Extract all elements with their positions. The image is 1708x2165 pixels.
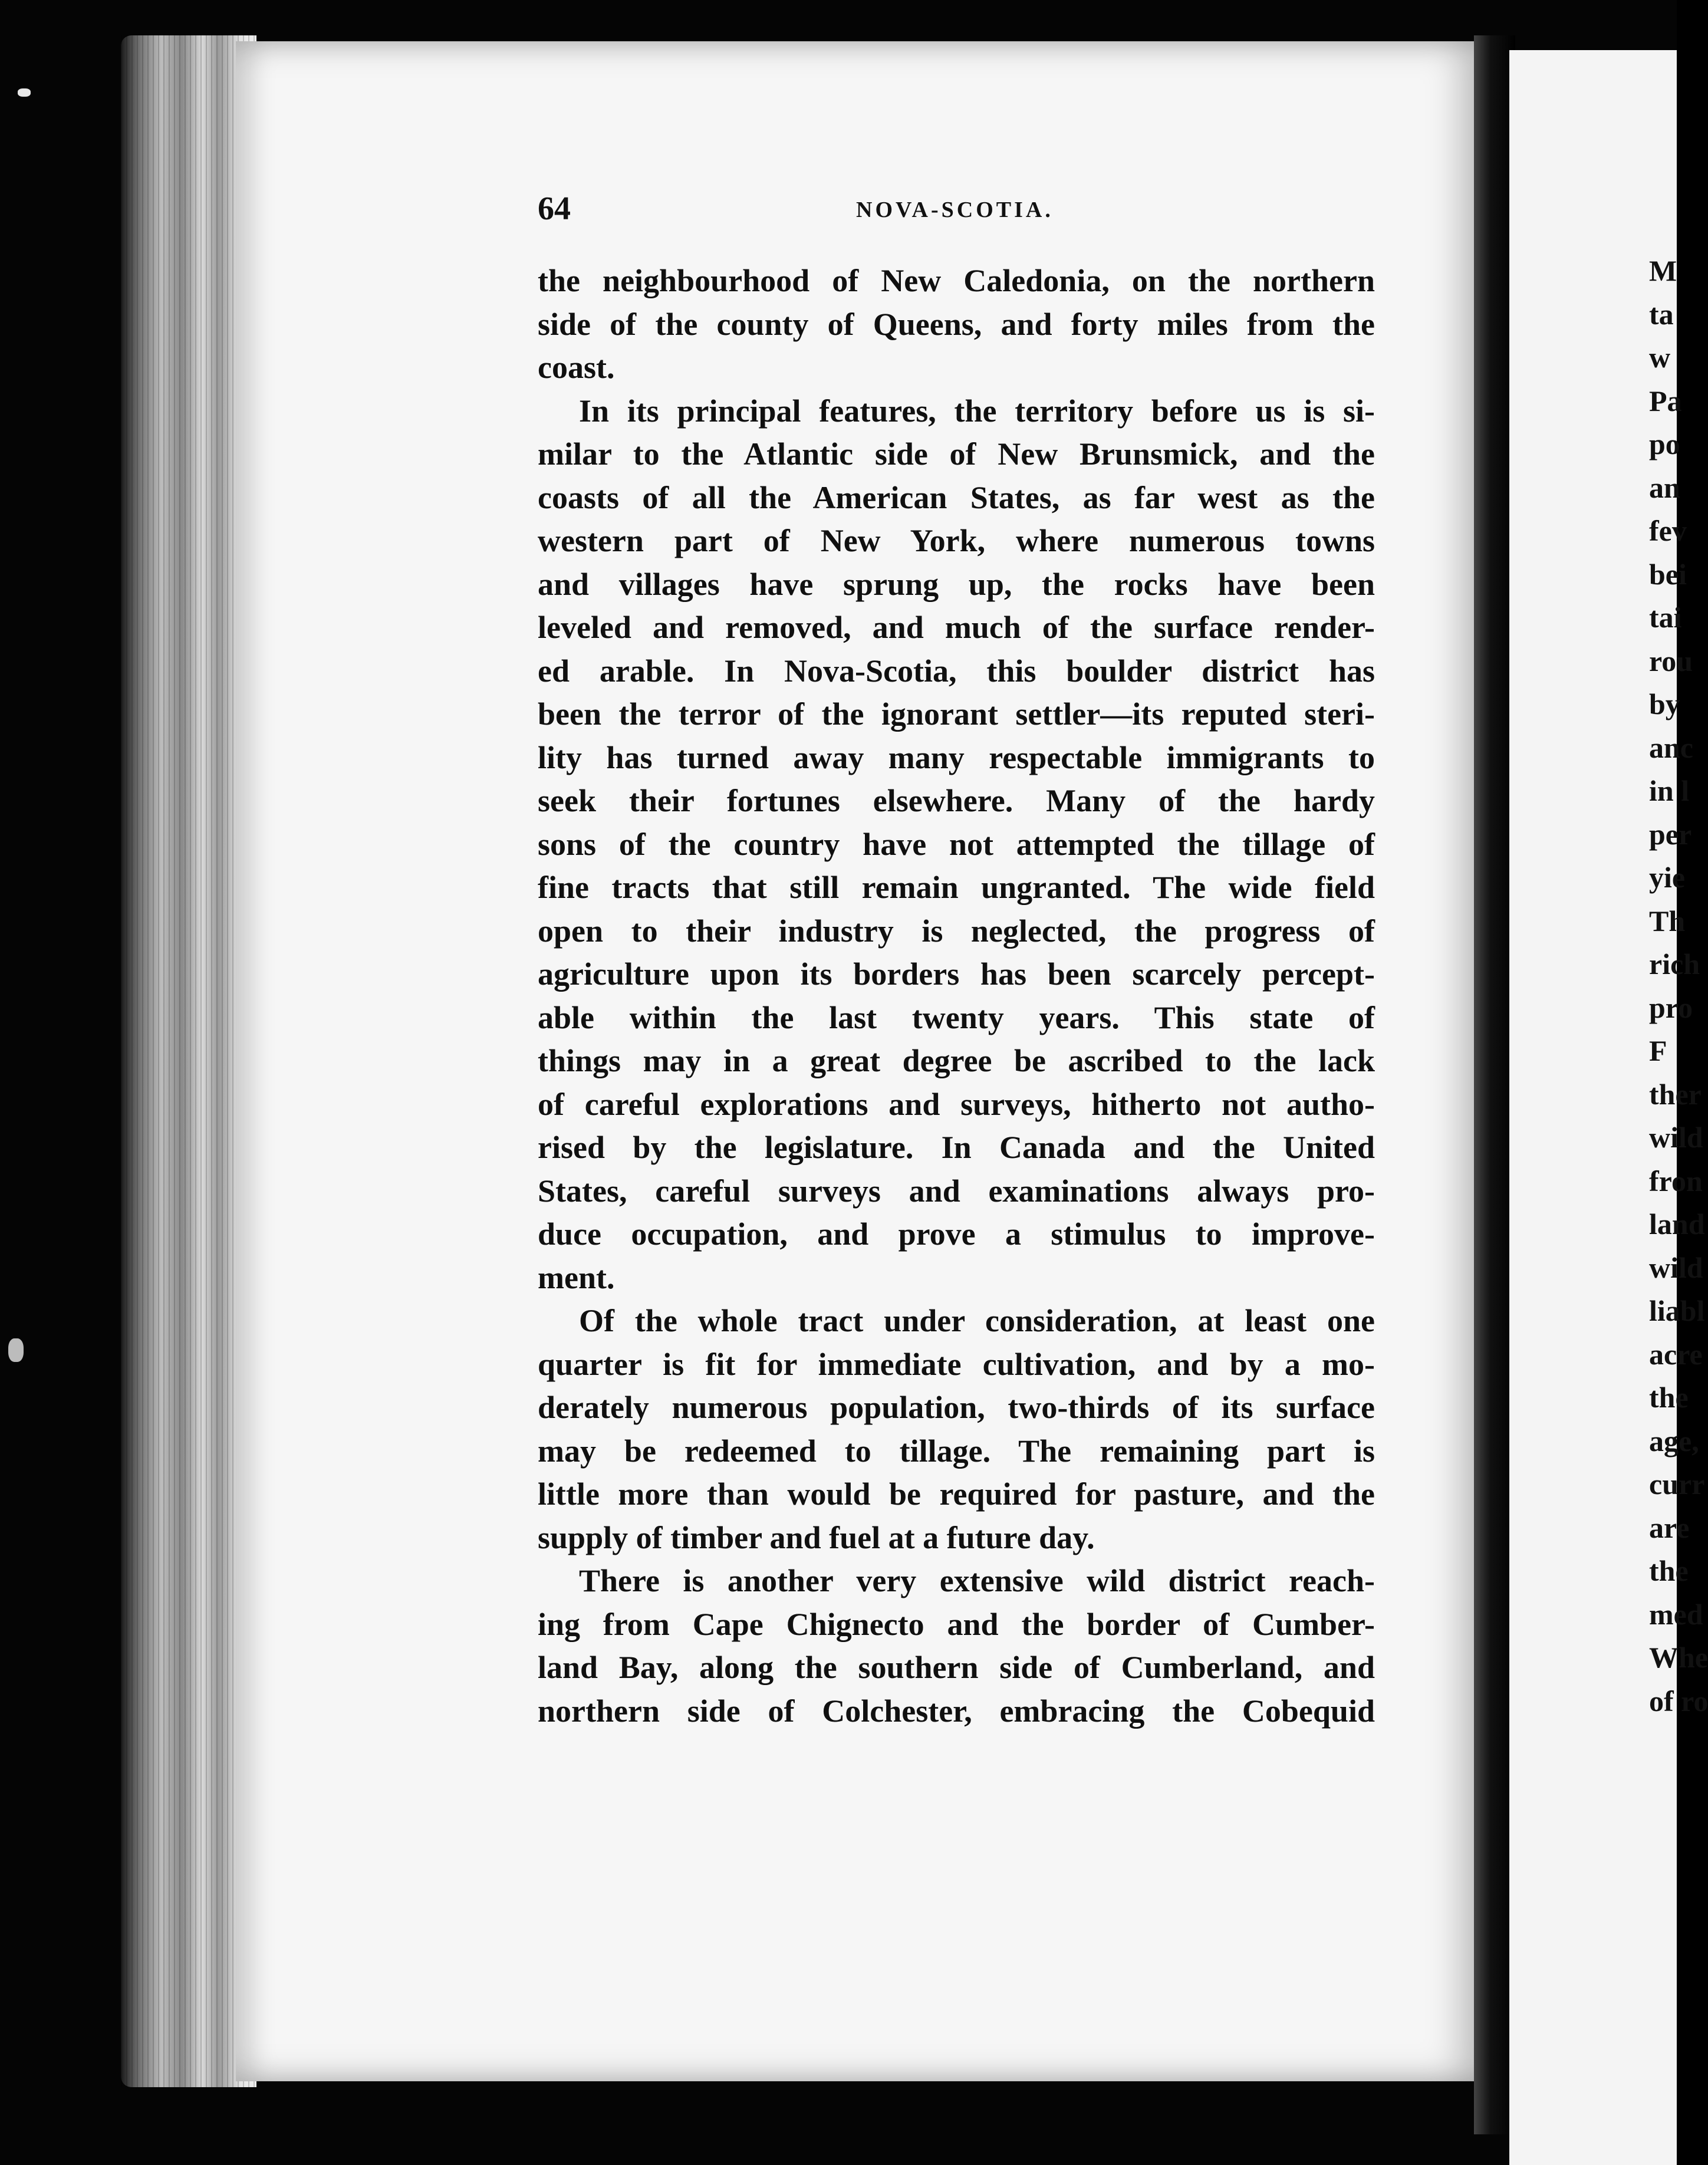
right-page-fragment: wild (1649, 1251, 1703, 1284)
right-page-fragment: Pa (1649, 384, 1682, 417)
text-line: may be redeemed to tillage. The remaining part is (538, 1433, 1375, 1469)
right-page-fragment: po (1649, 427, 1680, 460)
right-page-fragment: acre (1649, 1337, 1703, 1371)
text-line: coasts of all the American States, as far west as the (538, 479, 1375, 515)
right-page-fragment: tai (1649, 601, 1682, 634)
page-number: 64 (538, 190, 571, 227)
right-page-fragment: F (1649, 1034, 1667, 1067)
right-page-fragment: curr (1649, 1468, 1705, 1501)
text-line: States, careful surveys and examinations always pro- (538, 1173, 1375, 1209)
right-page-fragment: rou (1649, 644, 1693, 677)
text-line: leveled and removed, and much of the surface render- (538, 610, 1375, 645)
text-line: northern side of Colchester, embracing the Cobequid (538, 1693, 1375, 1729)
text-line: ing from Cape Chignecto and the border of Cumber- (538, 1606, 1375, 1642)
text-line: In its principal features, the territory before us is si- (579, 393, 1375, 429)
text-line: ment. (538, 1259, 615, 1295)
right-page-fragment: by (1649, 687, 1680, 720)
text-line: things may in a great degree be ascribed to the lack (538, 1043, 1375, 1078)
right-page-fragment: wild (1649, 1121, 1703, 1154)
text-line: open to their industry is neglected, the progress of (538, 913, 1375, 949)
right-page-fragment: ther (1649, 1077, 1702, 1111)
right-page-fragment: rich (1649, 947, 1700, 980)
right-page-fragment: per (1649, 817, 1692, 851)
right-page-fragment: med (1649, 1597, 1703, 1631)
right-page-fragment: anc (1649, 731, 1693, 764)
right-page-fragment: the (1649, 1381, 1689, 1414)
right-page-fragment: of ro (1649, 1684, 1708, 1717)
running-head (538, 190, 1369, 237)
right-page-fragment: M (1649, 254, 1677, 287)
right-page-fragment: fron (1649, 1164, 1703, 1197)
text-line: There is another very extensive wild district reach- (579, 1563, 1375, 1598)
text-line: western part of New York, where numerous towns (538, 523, 1375, 558)
body-text (538, 259, 1375, 1733)
text-line: ed arable. In Nova-Scotia, this boulder district has (538, 653, 1375, 689)
right-page-fragment: bei (1649, 557, 1687, 591)
running-title: NOVA-SCOTIA. (856, 198, 1054, 222)
right-page-fragment: land (1649, 1207, 1705, 1241)
text-line: duce occupation, and prove a stimulus to improve- (538, 1216, 1375, 1252)
text-line: seek their fortunes elsewhere. Many of the hardy (538, 783, 1375, 818)
text-line: been the terror of the ignorant settler—its reputed steri- (538, 696, 1375, 732)
text-line: lity has turned away many respectable immigrants to (538, 739, 1375, 775)
right-page-fragment: liabl (1649, 1294, 1705, 1327)
text-line: land Bay, along the southern side of Cumberland, and (538, 1650, 1375, 1685)
text-line: fine tracts that still remain ungranted. The wide field (538, 870, 1375, 905)
text-line: supply of timber and fuel at a future day. (538, 1519, 1095, 1555)
right-page-fragment: in l (1649, 774, 1690, 807)
text-line: milar to the Atlantic side of New Brunsmick, and the (538, 436, 1375, 472)
text-line: little more than would be required for pasture, and the (538, 1476, 1375, 1512)
right-page-fragment: an (1649, 470, 1680, 504)
text-line: agriculture upon its borders has been scarcely percept- (538, 956, 1375, 992)
right-page-fragment: the (1649, 1554, 1689, 1587)
text-line: quarter is fit for immediate cultivation, and by a mo- (538, 1346, 1375, 1382)
right-page-fragment: Whe (1649, 1641, 1708, 1674)
scan-speck (18, 88, 31, 97)
right-page-fragment: Th (1649, 904, 1686, 937)
right-page-fragment: are (1649, 1511, 1690, 1544)
right-page-fragment: age, (1649, 1424, 1699, 1457)
right-page-fragment: fev (1649, 514, 1687, 547)
text-line: Of the whole tract under consideration, at least one (579, 1303, 1375, 1338)
right-page-fragment: yie (1649, 861, 1686, 894)
text-line: the neighbourhood of New Caledonia, on the northern (538, 263, 1375, 298)
text-line: coast. (538, 350, 615, 385)
text-line: sons of the country have not attempted the tillage of (538, 826, 1375, 862)
scan-speck (8, 1338, 24, 1362)
text-line: of careful explorations and surveys, hitherto not autho- (538, 1086, 1375, 1122)
right-page-fragment: w (1649, 341, 1671, 374)
right-page-fragment: pro (1649, 991, 1693, 1024)
text-line: rised by the legislature. In Canada and the United (538, 1130, 1375, 1165)
text-line: derately numerous population, two-thirds of its surface (538, 1390, 1375, 1425)
right-page-fragment: ta (1649, 297, 1674, 331)
text-line: able within the last twenty years. This state of (538, 999, 1375, 1035)
text-line: side of the county of Queens, and forty miles from the (538, 306, 1375, 342)
text-line: and villages have sprung up, the rocks have been (538, 566, 1375, 602)
